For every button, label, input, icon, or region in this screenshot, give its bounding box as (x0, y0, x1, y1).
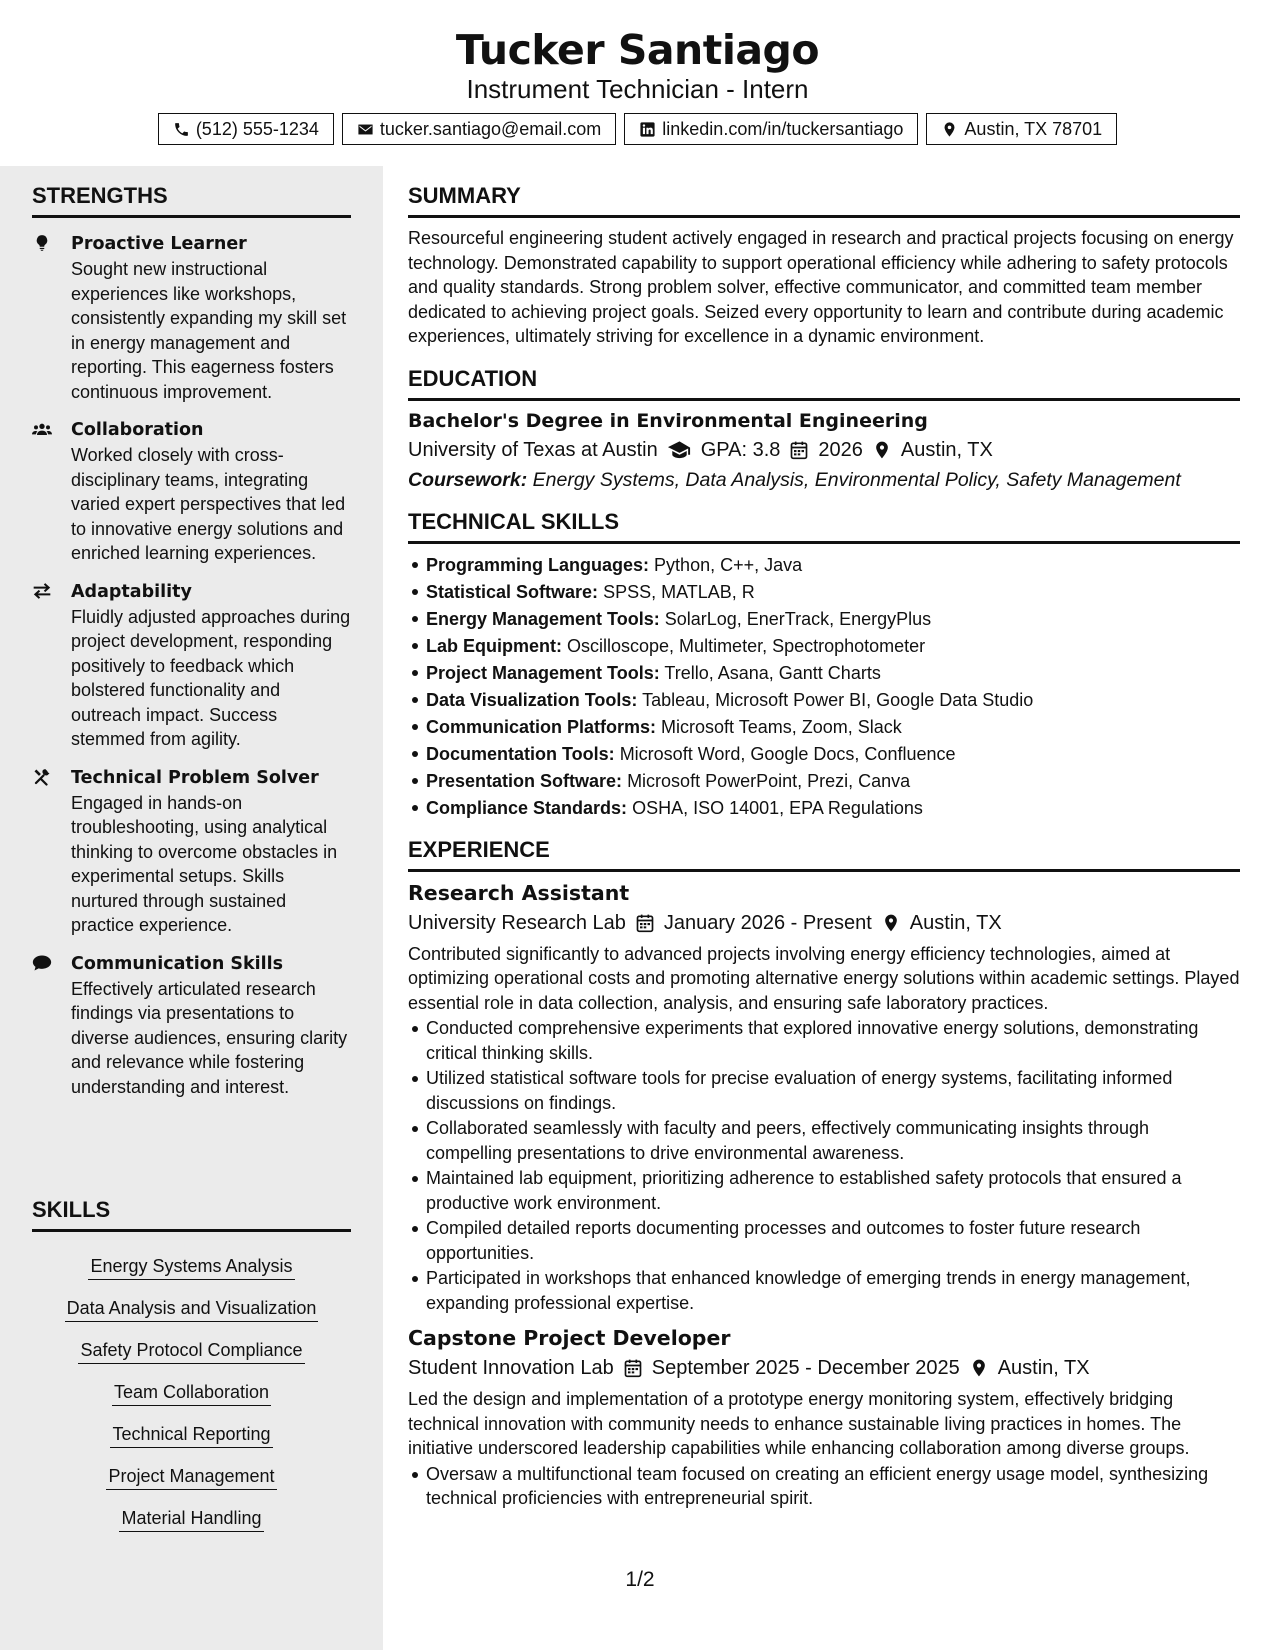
job-bullets (408, 1462, 1240, 1511)
job-description: Contributed significantly to advanced projects involving energy efficiency technologies, aimed at optimizing operational costs and promoting alternative energy solutions within academic settings. Played essential role in data collection, analysis, and ensuring safe laboratory practices. (408, 943, 1240, 1013)
coursework-label: Coursework: (408, 468, 528, 491)
coursework-list: Energy Systems, Data Analysis, Environmental Policy, Safety Management (532, 468, 1181, 491)
technical-skills-list (408, 552, 1240, 822)
skill-tag: Technical Reporting (110, 1421, 272, 1448)
list-item: Energy Management Tools: SolarLog, EnerTrack, EnergyPlus (408, 606, 1240, 633)
contact-linkedin[interactable] (624, 113, 918, 145)
list-item: Compiled detailed reports documenting processes and outcomes to foster future research opportunities. (408, 1216, 1240, 1265)
graduation-cap-icon (667, 440, 692, 460)
job-dates: September 2025 - December 2025 (651, 1357, 960, 1379)
list-item: Statistical Software: SPSS, MATLAB, R (408, 579, 1240, 606)
education-location: Austin, TX (900, 438, 993, 461)
summary-text: Resourceful engineering student actively engaged in research and practical projects focusing on energy technology. Demonstrated capability to support operational efficiency while adhering to safety protocols and quality standards. Strong problem solver, effective communicator, and committed team member dedicated to achieving project goals. Seized every opportunity to learn and contribute during academic experiences, ultimately striving for excellence in a dynamic environment. (408, 228, 1234, 346)
resume-header (0, 0, 1275, 166)
job-org: Student Innovation Lab (408, 1357, 614, 1379)
list-item: Presentation Software: Microsoft PowerPoint, Prezi, Canva (408, 768, 1240, 795)
list-item: Project Management Tools: Trello, Asana, Gantt Charts (408, 660, 1240, 687)
phone-icon (173, 121, 190, 138)
page-number: 1/2 (625, 1568, 655, 1591)
calendar-icon (635, 913, 655, 933)
education-section (408, 365, 1240, 495)
contact-text: linkedin.com/in/tuckersantiago (662, 118, 904, 139)
strengths-title: STRENGTHS (32, 182, 351, 218)
list-item: Oversaw a multifunctional team focused on creating an efficient energy usage model, synthesizing technical proficiencies with entrepreneurial spirit. (408, 1462, 1240, 1511)
summary-section (408, 182, 1240, 349)
speech-bubble-icon (32, 954, 52, 972)
strength-item (32, 765, 351, 938)
location-pin-icon (941, 121, 958, 138)
skill-tag: Energy Systems Analysis (88, 1253, 294, 1280)
contact-text: (512) 555-1234 (195, 118, 319, 139)
coursework (408, 465, 1240, 495)
skills-list (32, 1238, 351, 1532)
education-title: EDUCATION (408, 365, 1240, 401)
skill-tag: Safety Protocol Compliance (78, 1337, 304, 1364)
users-icon (32, 420, 52, 438)
list-item: Data Visualization Tools: Tableau, Microsoft Power BI, Google Data Studio (408, 687, 1240, 714)
job-bullets (408, 1016, 1240, 1315)
job-meta (408, 1353, 1240, 1383)
job-description: Led the design and implementation of a prototype energy monitoring system, effectively bridging technical innovation with community needs to enhance sustainable living practices in homes. The initiative underscored leadership capabilities while enhancing collaboration among diverse groups. (408, 1389, 1190, 1458)
strength-item (32, 951, 351, 1100)
skill-tag: Team Collaboration (112, 1379, 271, 1406)
strengths-section (32, 182, 351, 1099)
contact-location (926, 113, 1117, 145)
strength-title: Technical Problem Solver (71, 767, 319, 788)
school-name: University of Texas at Austin (408, 438, 658, 461)
degree-title: Bachelor's Degree in Environmental Engineering (408, 409, 928, 432)
job-entry (408, 1323, 1240, 1511)
contact-text: Austin, TX 78701 (964, 118, 1103, 139)
main-column (408, 166, 1240, 1511)
skill-tag: Data Analysis and Visualization (65, 1295, 319, 1322)
location-pin-icon (969, 1358, 989, 1378)
skills-title: SKILLS (32, 1196, 351, 1232)
list-item: Communication Platforms: Microsoft Teams, Zoom, Slack (408, 714, 1240, 741)
list-item: Conducted comprehensive experiments that explored innovative energy solutions, demonstrating critical thinking skills. (408, 1016, 1240, 1065)
job-location: Austin, TX (909, 911, 1002, 934)
job-org: University Research Lab (408, 911, 626, 934)
list-item: Collaborated seamlessly with faculty and peers, effectively communicating insights through compelling presentations to drive environmental awareness. (408, 1116, 1240, 1165)
strength-desc: Effectively articulated research findings via presentations to diverse audiences, ensuring clarity and relevance while fostering understanding and interest. (71, 978, 348, 1097)
skill-tag: Project Management (106, 1463, 276, 1490)
technical-skills-section (408, 508, 1240, 822)
contact-phone[interactable] (158, 113, 334, 145)
job-entry (408, 878, 1240, 1316)
list-item: Lab Equipment: Oscilloscope, Multimeter, Spectrophotometer (408, 633, 1240, 660)
location-pin-icon (872, 440, 892, 460)
experience-title: EXPERIENCE (408, 836, 1240, 872)
arrows-exchange-icon (32, 582, 52, 600)
location-pin-icon (881, 913, 901, 933)
strength-title: Adaptability (71, 581, 192, 602)
strength-title: Collaboration (71, 420, 204, 440)
calendar-icon (789, 440, 809, 460)
linkedin-icon (639, 121, 656, 138)
strength-desc: Fluidly adjusted approaches during project development, responding positively to feedback which bolstered functionality and outreach impact. Success stemmed from agility. (71, 606, 351, 749)
strength-item (32, 579, 351, 752)
graduation-year: 2026 (818, 438, 863, 461)
sidebar (0, 166, 383, 1650)
list-item: Documentation Tools: Microsoft Word, Google Docs, Confluence (408, 741, 1240, 768)
job-title: Capstone Project Developer (408, 1326, 731, 1350)
strength-title: Communication Skills (71, 953, 284, 974)
calendar-icon (623, 1358, 643, 1378)
job-dates: January 2026 - Present (663, 911, 872, 934)
contact-text: tucker.santiago@email.com (379, 118, 602, 139)
strength-item (32, 417, 351, 566)
strength-desc: Engaged in hands-on troubleshooting, using analytical thinking to overcome obstacles in experimental setups. Skills nurtured through sustained practice experience. (71, 792, 338, 935)
tools-icon (32, 768, 52, 786)
strength-title: Proactive Learner (71, 234, 247, 254)
candidate-name: Tucker Santiago (455, 26, 820, 74)
list-item: Maintained lab equipment, prioritizing adherence to established safety protocols that ensured a productive work environment. (408, 1166, 1240, 1215)
strength-desc: Sought new instructional experiences like workshops, consistently expanding my skill set in energy management and reporting. This eagerness fosters continuous improvement. (71, 259, 347, 402)
strength-item (32, 231, 351, 404)
job-location: Austin, TX (997, 1357, 1090, 1379)
education-meta (408, 435, 1240, 465)
list-item: Participated in workshops that enhanced knowledge of emerging trends in energy management, expanding professional expertise. (408, 1266, 1240, 1315)
skills-section (32, 1196, 351, 1532)
summary-title: SUMMARY (408, 182, 1240, 218)
technical-skills-title: TECHNICAL SKILLS (408, 508, 1240, 544)
contact-bar (0, 113, 1275, 145)
skill-tag: Material Handling (119, 1505, 263, 1532)
envelope-icon (357, 121, 374, 138)
gpa: GPA: 3.8 (700, 438, 781, 461)
job-meta (408, 908, 1240, 938)
list-item: Compliance Standards: OSHA, ISO 14001, EPA Regulations (408, 795, 1240, 822)
job-title: Research Assistant (408, 880, 630, 905)
strength-desc: Worked closely with cross-disciplinary teams, integrating varied expert perspectives that led to innovative energy solutions and enriched learning experiences. (71, 445, 346, 563)
list-item: Utilized statistical software tools for precise evaluation of energy systems, facilitating informed discussions on findings. (408, 1066, 1240, 1115)
candidate-role: Instrument Technician - Intern (466, 74, 809, 104)
experience-section (408, 836, 1240, 1511)
list-item: Programming Languages: Python, C++, Java (408, 552, 1240, 579)
contact-email[interactable] (342, 113, 616, 145)
lightbulb-icon (32, 234, 52, 252)
